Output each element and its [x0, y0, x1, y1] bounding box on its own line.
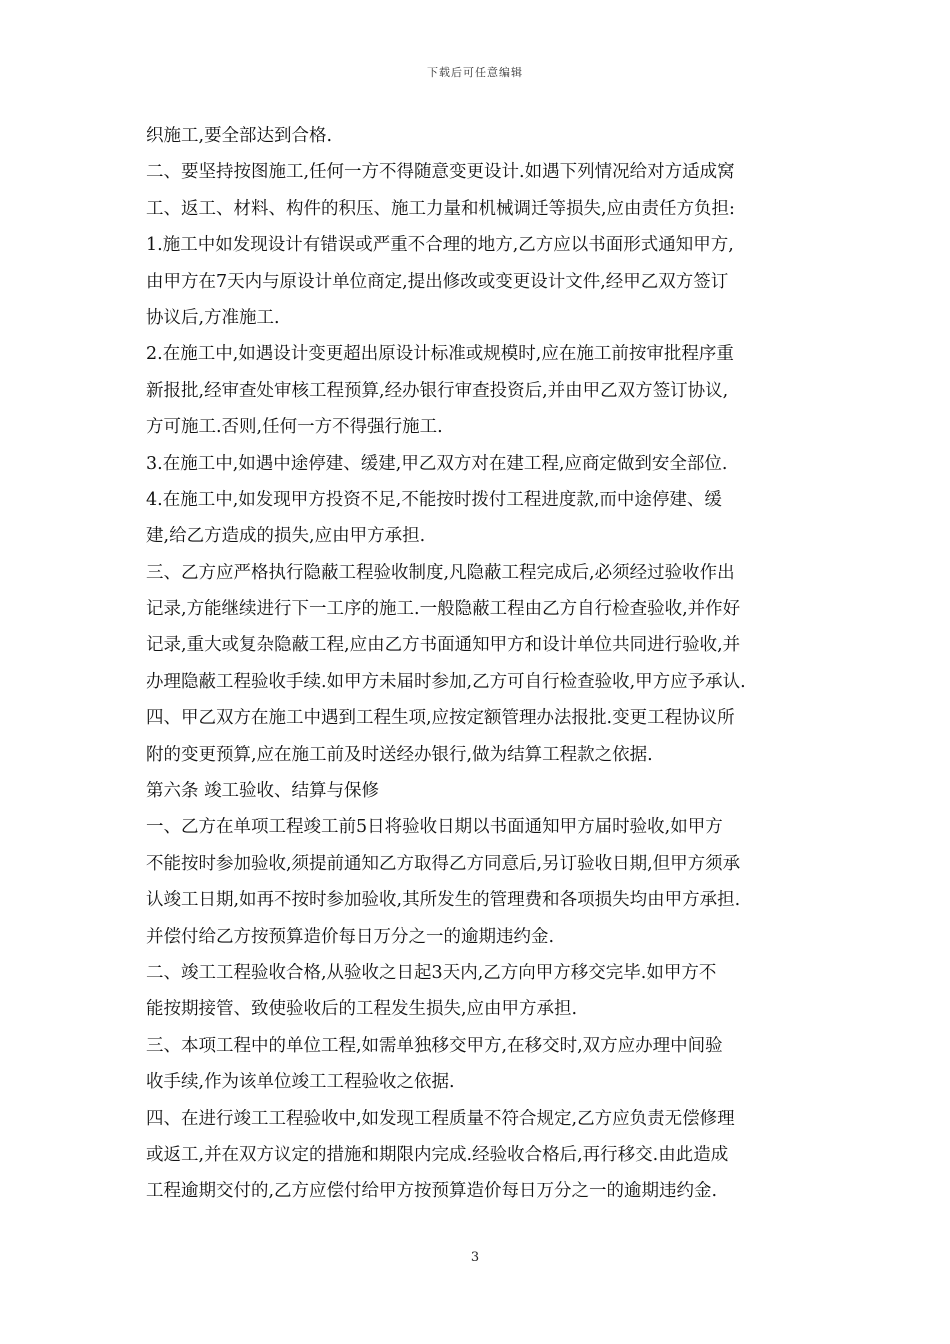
text-line: 四、甲乙双方在施工中遇到工程生项,应按定额管理办法报批.变更工程协议所 — [146, 708, 735, 729]
text-line: 4.在施工中,如发现甲方投资不足,不能按时拨付工程进度款,而中途停建、缓 — [146, 489, 722, 510]
text-line: 记录,重大或复杂隐蔽工程,应由乙方书面通知甲方和设计单位共同进行验收,并 — [146, 635, 741, 656]
text-line: 新报批,经审查处审核工程预算,经办银行审查投资后,并由甲乙双方签订协议, — [146, 380, 729, 401]
text-line: 2.在施工中,如遇设计变更超出原设计标准或规模时,应在施工前按审批程序重 — [146, 344, 734, 365]
text-line: 三、本项工程中的单位工程,如需单独移交甲方,在移交时,双方应办理中间验 — [146, 1035, 723, 1056]
text-line: 收手续,作为该单位竣工工程验收之依据. — [146, 1072, 455, 1093]
text-line: 三、乙方应严格执行隐蔽工程验收制度,凡隐蔽工程完成后,必须经过验收作出 — [146, 562, 735, 583]
text-line: 记录,方能继续进行下一工序的施工.一般隐蔽工程由乙方自行检查验收,并作好 — [146, 599, 741, 620]
text-line: 织施工,要全部达到合格. — [146, 126, 333, 146]
text-line: 二、竣工工程验收合格,从验收之日起3天内,乙方向甲方移交完毕.如甲方不 — [146, 962, 717, 983]
text-line: 1.施工中如发现设计有错误或严重不合理的地方,乙方应以书面形式通知甲方, — [146, 235, 734, 256]
text-line: 附的变更预算,应在施工前及时送经办银行,做为结算工程款之依据. — [146, 744, 653, 765]
section-heading: 第六条 竣工验收、结算与保修 — [146, 781, 380, 802]
document-body — [146, 118, 826, 1210]
text-line: 不能按时参加验收,须提前通知乙方取得乙方同意后,另订验收日期,但甲方须承 — [146, 853, 741, 874]
text-line: 协议后,方准施工. — [146, 307, 280, 328]
text-line: 办理隐蔽工程验收手续.如甲方未届时参加,乙方可自行检查验收,甲方应予承认. — [146, 671, 746, 692]
text-line: 工、返工、材料、构件的积压、施工力量和机械调迁等损失,应由责任方负担: — [146, 198, 735, 219]
text-line: 能按期接管、致使验收后的工程发生损失,应由甲方承担. — [146, 999, 578, 1020]
text-line: 并偿付给乙方按预算造价每日万分之一的逾期违约金. — [146, 926, 555, 947]
text-line: 或返工,并在双方议定的措施和期限内完成.经验收合格后,再行移交.由此造成 — [146, 1144, 729, 1165]
text-line: 建,给乙方造成的损失,应由甲方承担. — [146, 526, 426, 547]
text-line: 工程逾期交付的,乙方应偿付给甲方按预算造价每日万分之一的逾期违约金. — [146, 1181, 718, 1202]
text-line: 由甲方在7天内与原设计单位商定,提出修改或变更设计文件,经甲乙双方签订 — [146, 271, 729, 292]
text-line: 二、要坚持按图施工,任何一方不得随意变更设计.如遇下列情况给对方适成窝 — [146, 162, 735, 183]
text-line: 认竣工日期,如再不按时参加验收,其所发生的管理费和各项损失均由甲方承担. — [146, 890, 741, 911]
text-line: 方可施工.否则,任何一方不得强行施工. — [146, 417, 443, 438]
page-number: 3 — [470, 1250, 480, 1265]
text-line: 3.在施工中,如遇中途停建、缓建,甲乙双方对在建工程,应商定做到安全部位. — [146, 453, 728, 474]
page-header: 下载后可任意编辑 — [427, 66, 523, 79]
text-line: 一、乙方在单项工程竣工前5日将验收日期以书面通知甲方届时验收,如甲方 — [146, 817, 723, 838]
text-line: 四、在进行竣工工程验收中,如发现工程质量不符合规定,乙方应负责无偿修理 — [146, 1108, 735, 1129]
